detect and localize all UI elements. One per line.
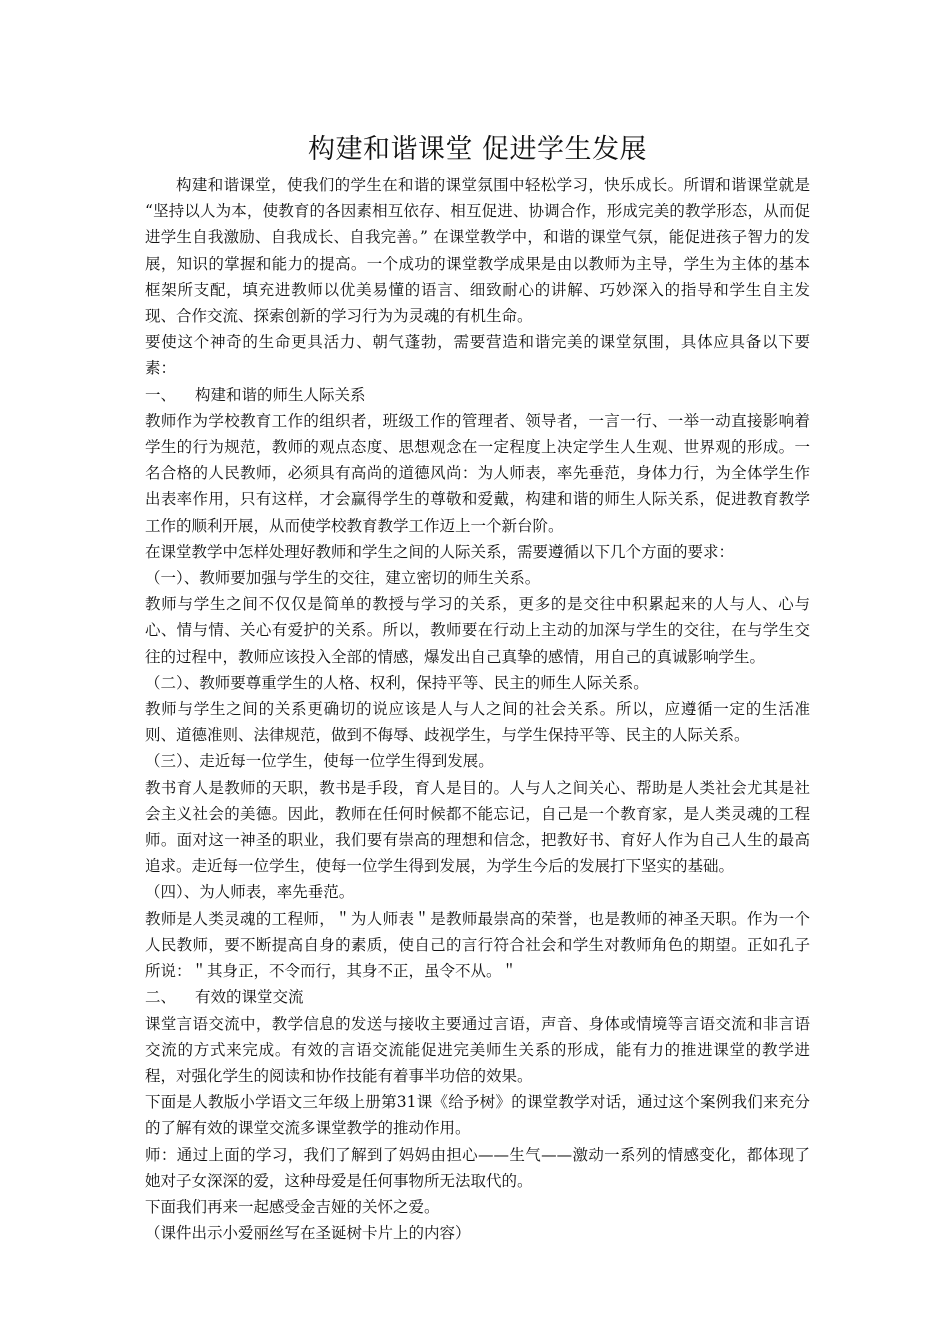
section-2-paragraph-3: 师：通过上面的学习，我们了解到了妈妈由担心——生气——激动一系列的情感变化，都体现了她对子女深深的爱，这种母爱是任何事物所无法取代的。 [145,1145,810,1190]
subsection-2-text: 教师与学生之间的关系更确切的说应该是人与人之间的社会关系。所以，应遵循一定的生活准则、道德准则、法律规范，做到不侮辱、歧视学生，与学生保持平等、民主的人际关系。 [145,700,810,745]
section-2-heading [145,984,810,1010]
section-1-paragraph-2: 在课堂教学中怎样处理好教师和学生之间的人际关系，需要遵循以下几个方面的要求： [145,542,735,561]
section-1-paragraph-1: 教师作为学校教育工作的组织者，班级工作的管理者、领导者，一言一行、一举一动直接影响着学生的行为规范，教师的观点态度、思想观念在一定程度上决定学生人生观、世界观的形成。一名合格的人民教师，必须具有高尚的道德风尚：为人师表，率先垂范，身体力行，为全体学生作出表率作用，只有这样，才会赢得学生的尊敬和爱戴，构建和谐的师生人际关系，促进教育教学工作的顺利开展，从而使学校教育教学工作迈上一个新台阶。 [145,411,810,535]
subsection-3-text: 教书育人是教师的天职，教书是手段，育人是目的。人与人之间关心、帮助是人类社会尤其是社会主义社会的美德。因此，教师在任何时候都不能忘记，自己是一个教育家，是人类灵魂的工程师。面对这一神圣的职业，我们要有崇高的理想和信念，把教好书、育好人作为自己人生的最高追求。走近每一位学生，使每一位学生得到发展，为学生今后的发展打下坚实的基础。 [145,778,810,876]
subsection-1-text: 教师与学生之间不仅仅是简单的教授与学习的关系，更多的是交往中积累起来的人与人、心与心、情与情、关心有爱护的关系。所以，教师要在行动上主动的加深与学生的交往，在与学生交往的过程中，教师应该投入全部的情感，爆发出自己真挚的感情，用自己的真诚影响学生。 [145,595,810,666]
section-2-paragraph-4: 下面我们再来一起感受金吉娅的关怀之爱。 [145,1197,440,1216]
intro-paragraph: 构建和谐课堂，使我们的学生在和谐的课堂氛围中轻松学习，快乐成长。所谓和谐课堂就是 “坚持以人为本，使教育的各因素相互依存、相互促进、协调合作，形成完美的教学形态，从而促进学生自我激励、自我成长、自我完善。” 在课堂教学中，和谐的课堂气氛，能促进孩子智力的发展，知识的掌握和能力的提高。一个成功的课堂教学成果是由以教师为主导，学生为主体的基本框架所支配，填充进教师以优美易懂的语言、细致耐心的讲解、巧妙深入的指导和学生自主发现、合作交流、探索创新的学习行为为灵魂的有机生命。 [145,176,810,326]
subsection-2-title: （二）、教师要尊重学生的人格、权利，保持平等、民主的师生人际关系。 [145,673,649,692]
section-2-title: 有效的课堂交流 [195,988,304,1007]
section-1-title: 构建和谐的师生人际关系 [195,385,366,404]
section-2-paragraph-2: 下面是人教版小学语文三年级上册第31课《给予树》的课堂教学对话，通过这个案例我们来充分的了解有效的课堂交流多课堂教学的推动作用。 [145,1093,810,1138]
subsection-3-title: （三）、走近每一位学生，使每一位学生得到发展。 [145,752,494,771]
subsection-4-title: （四）、为人师表，率先垂范。 [145,883,355,902]
intro-paragraph-2: 要使这个神奇的生命更具活力、朝气蓬勃，需要营造和谐完美的课堂氛围，具体应具备以下要素： [145,333,810,378]
document-page [145,130,810,1246]
document-title: 构建和谐课堂 促进学生发展 [307,134,648,165]
section-2-paragraph-5: （课件出示小爱丽丝写在圣诞树卡片上的内容） [145,1224,471,1243]
section-2-number: 二、 [145,988,177,1007]
subsection-1-title: （一）、教师要加强与学生的交往，建立密切的师生关系。 [145,569,541,588]
subsection-4-text: 教师是人类灵魂的工程师，＂为人师表＂是教师最崇高的荣誉，也是教师的神圣天职。作为一个人民教师，要不断提高自身的素质，使自己的言行符合社会和学生对教师角色的期望。正如孔子所说：＂其身正，不令而行，其身不正，虽令不从。＂ [145,909,810,981]
section-1-heading [145,382,810,408]
section-1-number: 一、 [145,385,177,404]
section-2-paragraph-1: 课堂言语交流中，教学信息的发送与接收主要通过言语，声音、身体或情境等言语交流和非言语交流的方式来完成。有效的言语交流能促进完美师生关系的形成，能有力的推进课堂的教学进程，对强化学生的阅读和协作技能有着事半功倍的效果。 [145,1014,810,1085]
